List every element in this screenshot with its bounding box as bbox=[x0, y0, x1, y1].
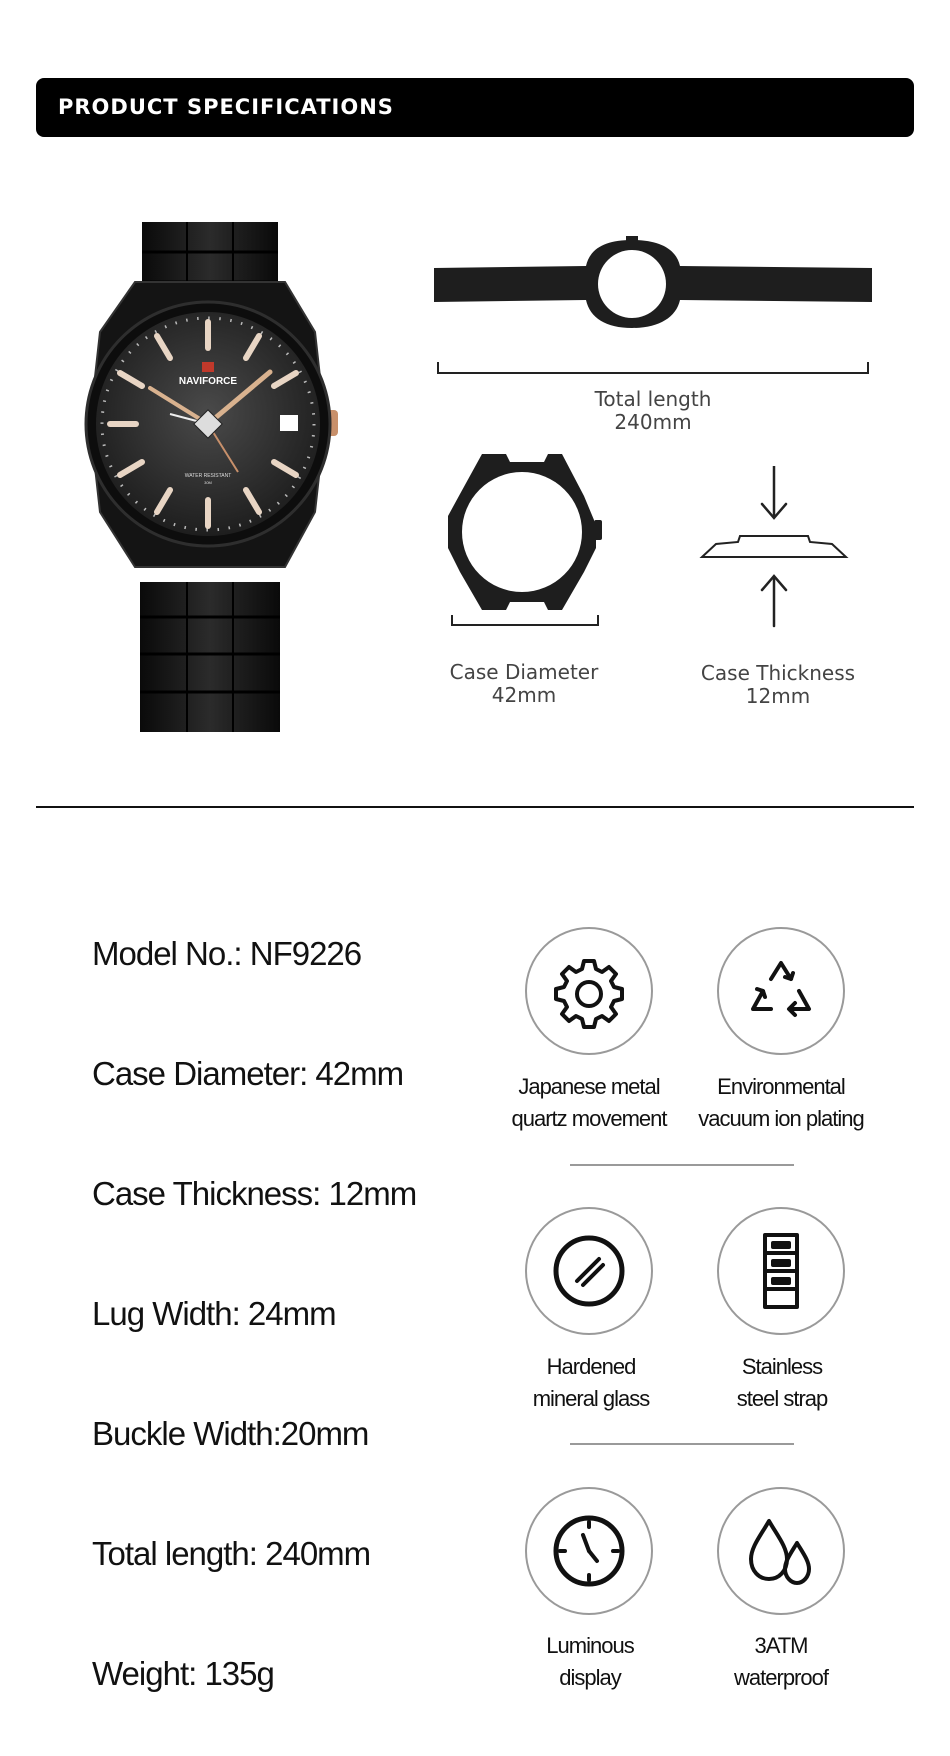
water-drop-icon bbox=[743, 1513, 819, 1589]
total-length-label bbox=[553, 388, 753, 434]
spec-lug-width: Lug Width: 24mm bbox=[92, 1295, 336, 1332]
spec-weight: Weight: 135g bbox=[92, 1655, 274, 1692]
feature-glass-text bbox=[491, 1351, 691, 1415]
case-thickness-label bbox=[678, 662, 878, 708]
feature-plating-text bbox=[681, 1071, 881, 1135]
case-diameter-title: Case Diameter bbox=[449, 660, 599, 684]
feature-luminous-line1: Luminous bbox=[546, 1633, 634, 1658]
total-length-bracket bbox=[437, 360, 869, 376]
feature-movement-line1: Japanese metal bbox=[518, 1074, 660, 1099]
feature-strap-badge bbox=[717, 1207, 845, 1335]
feature-movement-badge bbox=[525, 927, 653, 1055]
feature-divider bbox=[570, 1164, 794, 1166]
spec-case-diameter: Case Diameter: 42mm bbox=[92, 1055, 404, 1092]
feature-waterproof-text bbox=[681, 1630, 881, 1694]
feature-movement-line2: quartz movement bbox=[511, 1106, 667, 1131]
case-diameter-value: 42mm bbox=[491, 683, 557, 707]
watch-photo bbox=[60, 222, 360, 732]
feature-waterproof-line2: waterproof bbox=[734, 1665, 828, 1690]
case-diameter-diagram bbox=[444, 448, 604, 616]
spec-total-length: Total length: 240mm bbox=[92, 1535, 371, 1572]
spec-model: Model No.: NF9226 bbox=[92, 935, 362, 972]
strap-icon bbox=[743, 1233, 819, 1309]
feature-plating-line1: Environmental bbox=[717, 1074, 845, 1099]
feature-plating-line2: vacuum ion plating bbox=[698, 1106, 864, 1131]
strap-diagram bbox=[430, 236, 876, 332]
case-diameter-label bbox=[424, 661, 624, 707]
glass-icon bbox=[551, 1233, 627, 1309]
feature-strap-line2: steel strap bbox=[736, 1386, 828, 1411]
feature-waterproof-badge bbox=[717, 1487, 845, 1615]
case-thickness-title: Case Thickness bbox=[700, 661, 856, 685]
brand-emblem bbox=[202, 362, 214, 372]
spec-buckle-width: Buckle Width:20mm bbox=[92, 1415, 369, 1452]
case-thickness-diagram bbox=[696, 466, 856, 636]
feature-luminous-line2: display bbox=[559, 1665, 621, 1690]
feature-movement-text bbox=[489, 1071, 689, 1135]
clock-icon bbox=[551, 1513, 627, 1589]
feature-luminous-badge bbox=[525, 1487, 653, 1615]
total-length-title: Total length bbox=[594, 387, 712, 411]
lower-bracelet bbox=[140, 582, 280, 732]
dial-subtext: 30M bbox=[204, 480, 212, 485]
feature-waterproof-line1: 3ATM bbox=[754, 1633, 808, 1658]
feature-glass-line2: mineral glass bbox=[532, 1386, 650, 1411]
feature-luminous-text bbox=[490, 1630, 690, 1694]
section-divider bbox=[36, 806, 914, 808]
recycle-icon bbox=[743, 953, 819, 1029]
feature-strap-line1: Stainless bbox=[741, 1354, 823, 1379]
feature-strap-text bbox=[682, 1351, 882, 1415]
date-window bbox=[280, 415, 298, 431]
header-bar bbox=[36, 78, 914, 137]
gear-icon bbox=[551, 953, 627, 1029]
feature-glass-badge bbox=[525, 1207, 653, 1335]
spec-case-thickness: Case Thickness: 12mm bbox=[92, 1175, 417, 1212]
case-diameter-bracket bbox=[451, 614, 599, 628]
case-thickness-value: 12mm bbox=[745, 684, 811, 708]
brand-logo: NAVIFORCE bbox=[178, 376, 238, 387]
feature-glass-line1: Hardened bbox=[546, 1354, 636, 1379]
page-title: PRODUCT SPECIFICATIONS bbox=[58, 95, 394, 119]
feature-divider bbox=[570, 1443, 794, 1445]
feature-plating-badge bbox=[717, 927, 845, 1055]
total-length-value: 240mm bbox=[614, 410, 692, 434]
dial-text: WATER RESISTANT bbox=[184, 473, 232, 479]
